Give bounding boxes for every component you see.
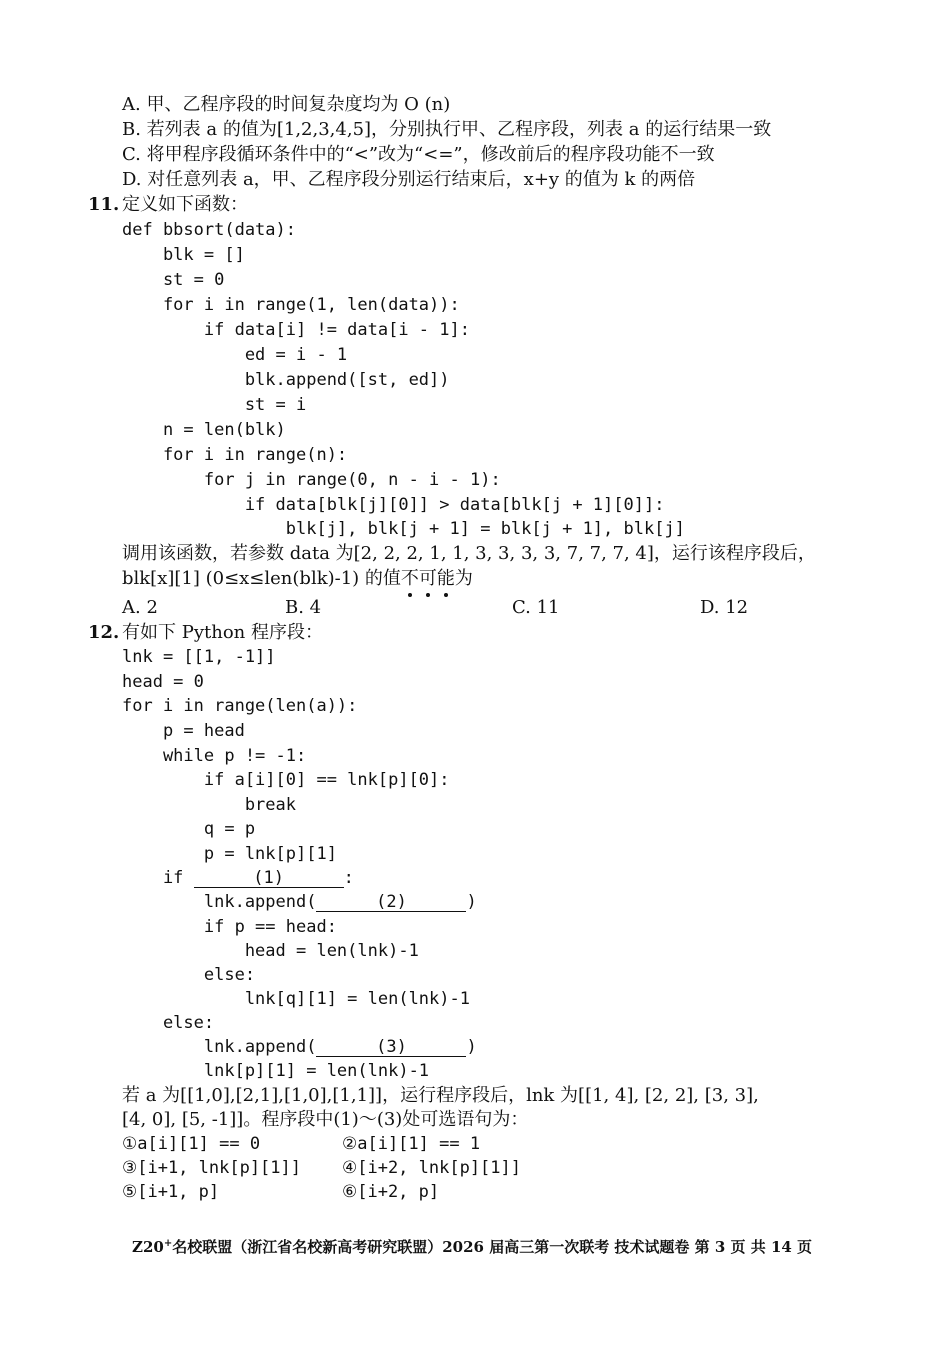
- q11-code-line: n = len(blk): [122, 420, 286, 440]
- q12-append-line: lnk.append( (2) ): [122, 892, 477, 912]
- q12-code-line: p = lnk[p][1]: [122, 844, 337, 864]
- q12-code-line: lnk = [[1, -1]]: [122, 647, 276, 667]
- q11-desc-pre: blk[x][1] (0≤x≤len(blk)-1) 的值: [122, 568, 401, 589]
- emphasis-dot: [408, 593, 412, 597]
- q12-code-line: else:: [122, 1013, 215, 1033]
- q11-stem: 定义如下函数：: [122, 194, 248, 215]
- q11-code-line: st = i: [122, 395, 307, 415]
- q12-code-line: if p == head:: [122, 917, 337, 937]
- q12-choice-6: ⑥[i+2, p]: [342, 1182, 440, 1202]
- q12-code-line: break: [122, 795, 296, 815]
- q11-code-line: blk.append([st, ed]): [122, 370, 450, 390]
- q11-code-line: blk = []: [122, 245, 245, 265]
- q12-choice-3: ③[i+1, lnk[p][1]]: [122, 1158, 301, 1178]
- page-footer: Z20+名校联盟（浙江省名校新高考研究联盟）2026 届高三第一次联考 技术试题卷 第 3 页 共 14 页: [132, 1238, 813, 1256]
- q12-code-line: head = len(lnk)-1: [122, 941, 419, 961]
- q12-description: 若 a 为[[1,0],[2,1],[1,0],[1,1]]，运行程序段后，lnk 为[[1, 4], [2, 2], [3, 3],: [122, 1085, 759, 1106]
- q11-desc-post: 为: [454, 568, 473, 589]
- q11-description: 调用该函数，若参数 data 为[2, 2, 2, 1, 1, 3, 3, 3, 3, 7, 7, 7, 4]，运行该程序段后，: [122, 543, 816, 564]
- q11-option-c: C. 11: [512, 597, 560, 618]
- q12-number: 12.: [88, 622, 120, 643]
- emphasis-char: 不: [401, 568, 419, 589]
- emphasis-text: [401, 568, 455, 589]
- answer-blank-3[interactable]: (3): [316, 1038, 466, 1057]
- q11-code-line: if data[i] != data[i - 1]:: [122, 320, 470, 340]
- q11-code-line: def bbsort(data):: [122, 220, 296, 240]
- q12-choice-1: ①a[i][1] == 0: [122, 1134, 261, 1154]
- q12-choice-2: ②a[i][1] == 1: [342, 1134, 481, 1154]
- q11-code-line: for i in range(1, len(data)):: [122, 295, 460, 315]
- q11-code-line: if data[blk[j][0]] > data[blk[j + 1][0]]:: [122, 495, 665, 515]
- q12-stem: 有如下 Python 程序段：: [122, 622, 323, 643]
- q12-code-line: head = 0: [122, 672, 204, 692]
- q12-append3-line: lnk.append( (3) ): [122, 1037, 477, 1057]
- q12-choice-4: ④[i+2, lnk[p][1]]: [342, 1158, 521, 1178]
- emphasis-char: 能: [437, 568, 455, 589]
- q12-code-line: lnk[p][1] = len(lnk)-1: [122, 1061, 430, 1081]
- emphasis-char: 可: [419, 568, 437, 589]
- emphasis-dot: [426, 593, 430, 597]
- q12-code-line: q = p: [122, 819, 256, 839]
- q12-code-line: while p != -1:: [122, 746, 307, 766]
- q12-code-line: if a[i][0] == lnk[p][0]:: [122, 770, 450, 790]
- q11-option-a: A. 2: [122, 597, 158, 618]
- q11-number: 11.: [88, 194, 120, 215]
- q11-option-b: B. 4: [285, 597, 322, 618]
- q12-code-line: lnk[q][1] = len(lnk)-1: [122, 989, 470, 1009]
- q11-code-line: blk[j], blk[j + 1] = blk[j + 1], blk[j]: [122, 519, 685, 539]
- q11-description-2: [122, 568, 473, 590]
- q12-code-line: for i in range(len(a)):: [122, 696, 358, 716]
- q12-if-line: if (1) :: [122, 868, 354, 888]
- q12-code-line: p = head: [122, 721, 245, 741]
- q11-code-line: st = 0: [122, 270, 225, 290]
- q12-code-line: else:: [122, 965, 256, 985]
- q10-option-b: B. 若列表 a 的值为[1,2,3,4,5]，分别执行甲、乙程序段，列表 a 的运行结果一致: [122, 119, 772, 140]
- q11-code-line: ed = i - 1: [122, 345, 348, 365]
- q10-option-c: C. 将甲程序段循环条件中的“<”改为“<=”，修改前后的程序段功能不一致: [122, 144, 715, 165]
- q11-code-line: for i in range(n):: [122, 445, 348, 465]
- q12-choice-5: ⑤[i+1, p]: [122, 1182, 220, 1202]
- answer-blank-2[interactable]: (2): [316, 893, 466, 912]
- emphasis-dot: [444, 593, 448, 597]
- q11-code-line: for j in range(0, n - i - 1):: [122, 470, 501, 490]
- q12-description-2: [4, 0], [5, -1]]。程序段中(1)～(3)处可选语句为：: [122, 1109, 529, 1130]
- q10-option-a: A. 甲、乙程序段的时间复杂度均为 O (n): [122, 94, 451, 115]
- answer-blank-1[interactable]: (1): [194, 869, 344, 888]
- q10-option-d: D. 对任意列表 a，甲、乙程序段分别运行结束后，x+y 的值为 k 的两倍: [122, 169, 696, 190]
- q11-option-d: D. 12: [700, 597, 749, 618]
